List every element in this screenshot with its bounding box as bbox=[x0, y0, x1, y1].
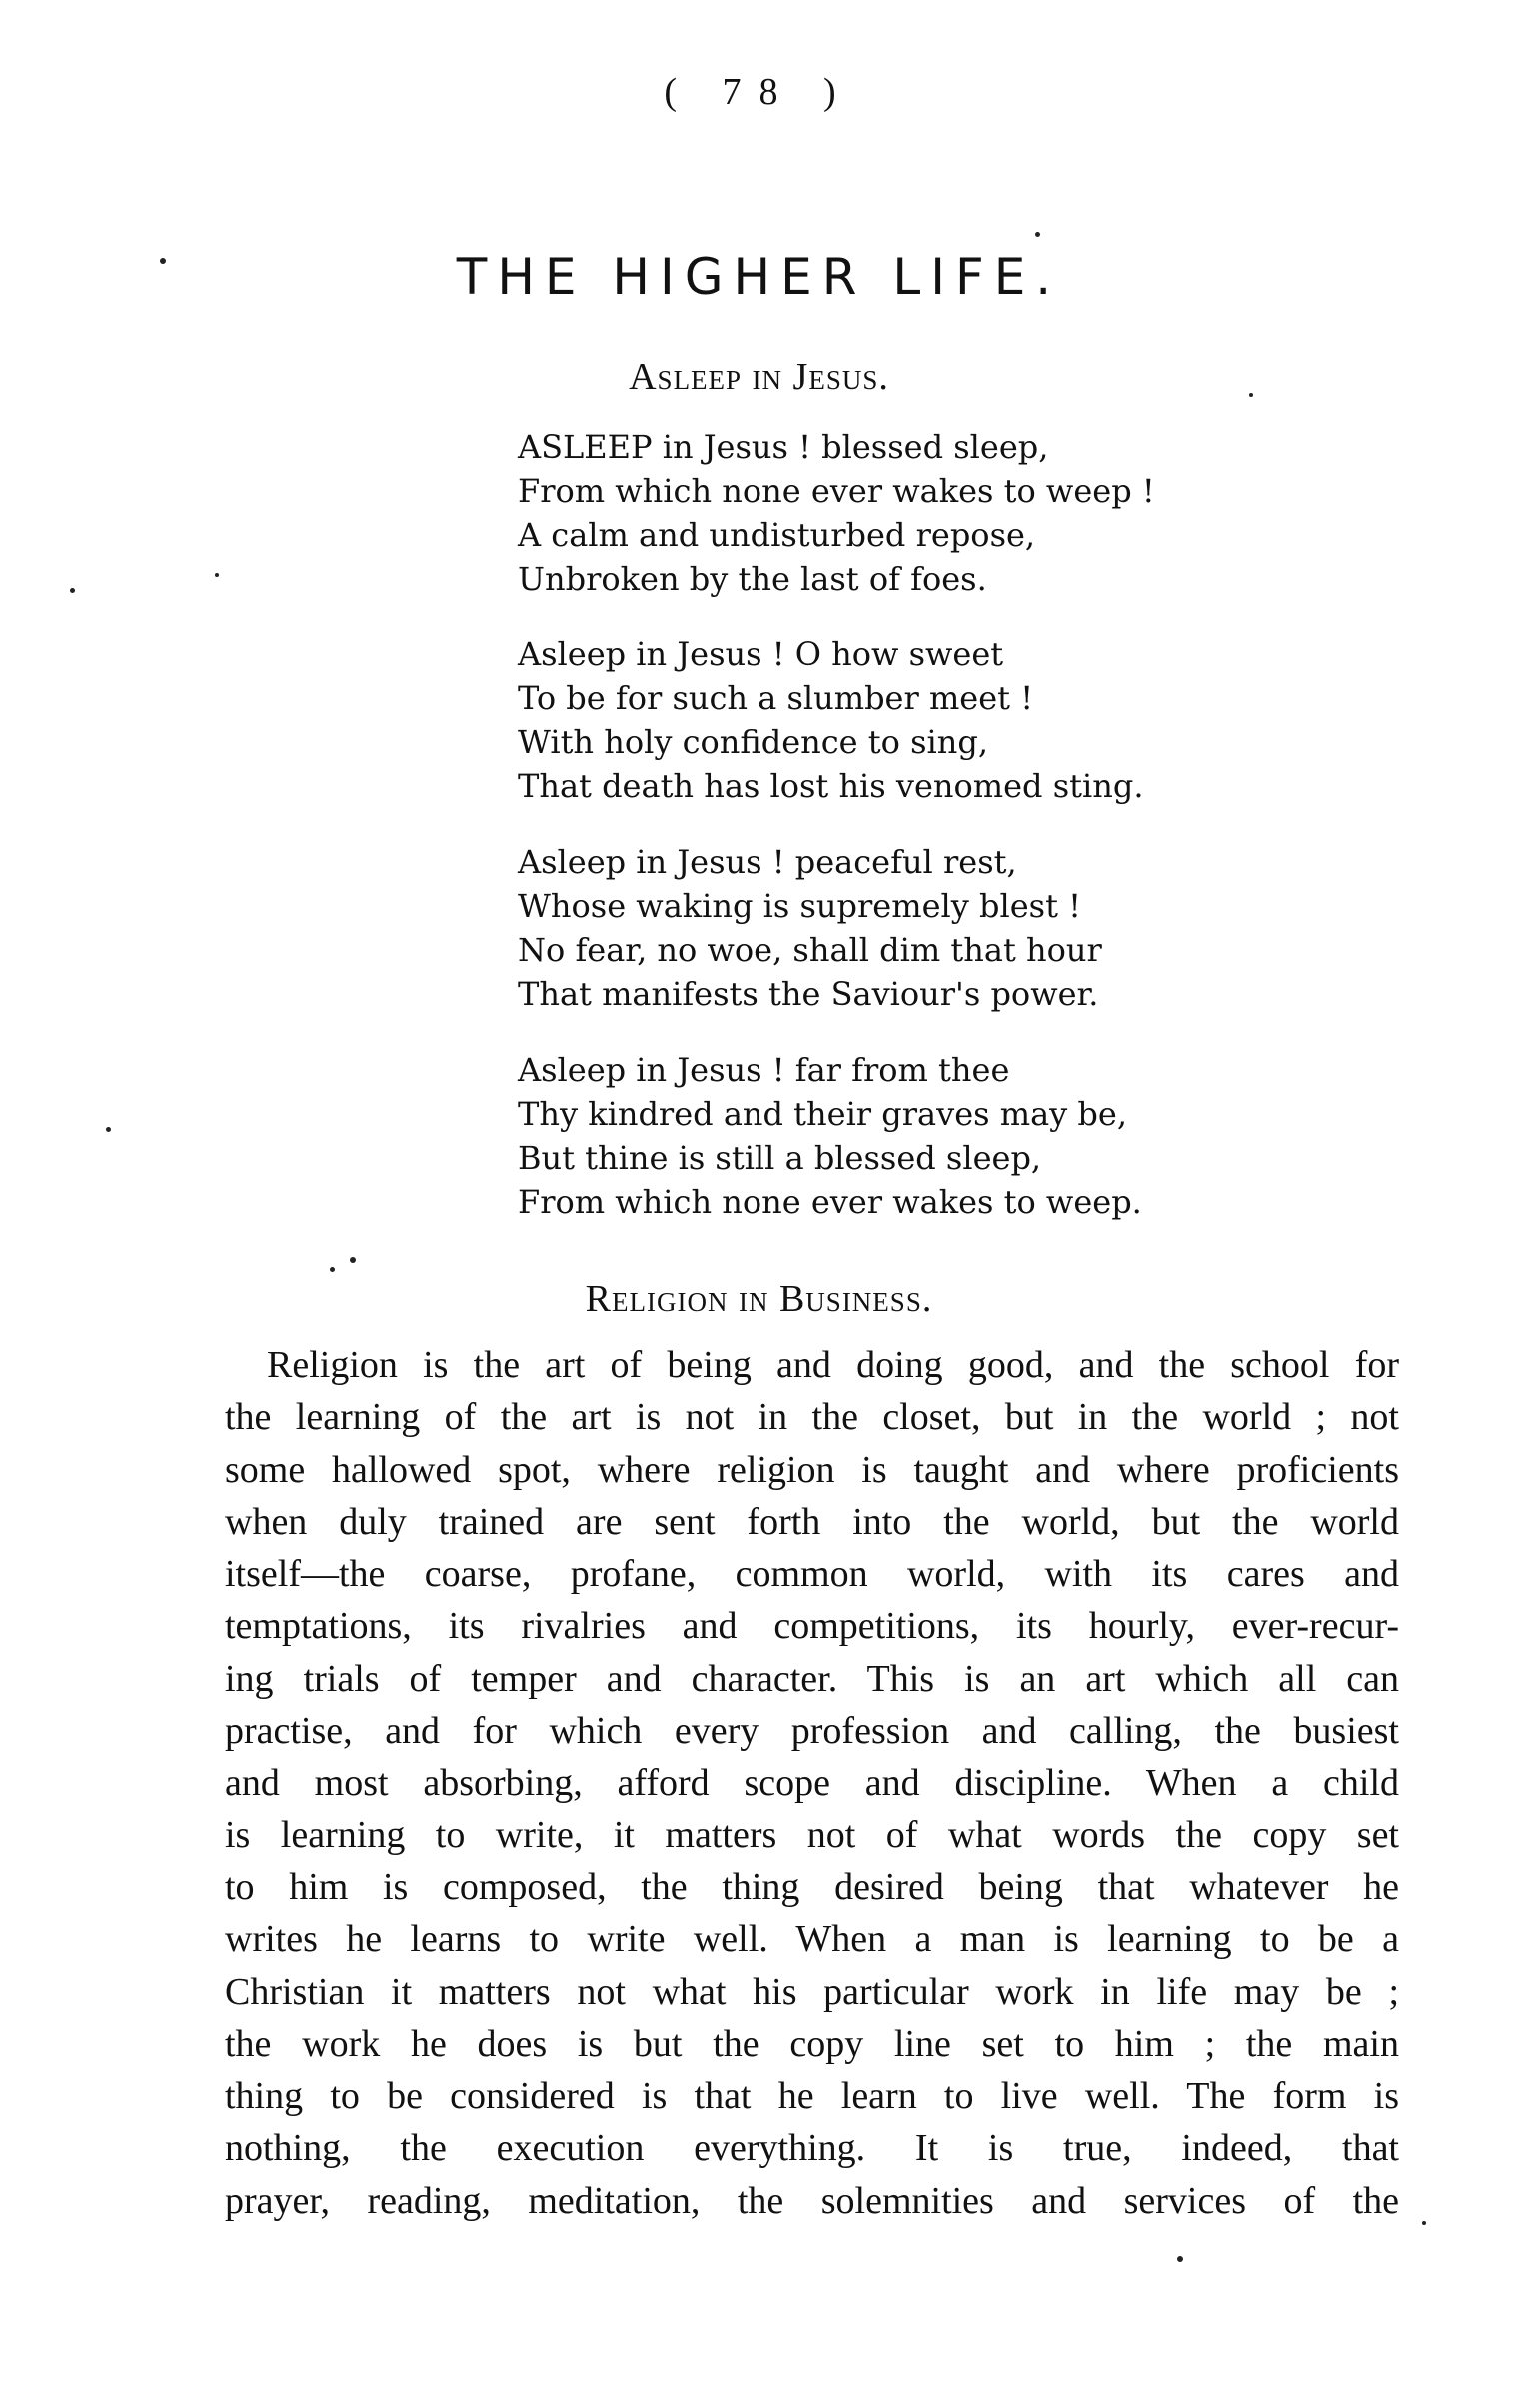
poem-heading: Asleep in Jesus. bbox=[629, 356, 889, 398]
scan-speck bbox=[70, 588, 75, 593]
poem-line: But thine is still a blessed sleep, bbox=[518, 1139, 1042, 1177]
essay-line: to him is composed, the thing desired being that whatever he bbox=[225, 1865, 1399, 1908]
scan-speck bbox=[330, 1267, 335, 1272]
essay-line: prayer, reading, meditation, the solemnities and services of the bbox=[225, 2179, 1399, 2222]
poem-stanza bbox=[518, 425, 1277, 601]
essay-line: Christian it matters not what his particular work in life may be ; bbox=[225, 1970, 1399, 2013]
poem-line: A calm and undisturbed repose, bbox=[518, 516, 1036, 554]
essay-line: ing trials of temper and character. This is an art which all can bbox=[225, 1657, 1399, 1700]
essay-line: nothing, the execution everything. It is true, indeed, that bbox=[225, 2127, 1399, 2170]
poem-line: Whose waking is supremely blest ! bbox=[518, 887, 1081, 925]
scan-speck bbox=[1177, 2256, 1183, 2262]
essay-line: temptations, its rivalries and competitions, its hourly, ever-recur- bbox=[225, 1605, 1399, 1648]
scan-speck bbox=[215, 573, 219, 577]
poem bbox=[518, 425, 1277, 1256]
poem-line: Asleep in Jesus ! far from thee bbox=[518, 1051, 1010, 1089]
poem-line: Thy kindred and their graves may be, bbox=[518, 1095, 1127, 1133]
poem-line: No fear, no woe, shall dim that hour bbox=[518, 931, 1102, 969]
essay-line: when duly trained are sent forth into the world, but the world bbox=[225, 1500, 1399, 1543]
poem-line: That manifests the Saviour's power. bbox=[518, 975, 1099, 1013]
essay-line: practise, and for which every profession and calling, the busiest bbox=[225, 1710, 1399, 1753]
poem-line: With holy confidence to sing, bbox=[518, 723, 988, 761]
essay-line: some hallowed spot, where religion is taught and where proficients bbox=[225, 1448, 1399, 1491]
poem-line: To be for such a slumber meet ! bbox=[518, 679, 1034, 717]
poem-stanza bbox=[518, 632, 1277, 808]
scan-speck bbox=[1035, 232, 1040, 237]
poem-line: From which none ever wakes to weep. bbox=[518, 1183, 1142, 1221]
essay-line: writes he learns to write well. When a man is learning to be a bbox=[225, 1918, 1399, 1961]
page-number: ( 78 ) bbox=[664, 71, 854, 113]
essay-line: Religion is the art of being and doing good, and the school for bbox=[267, 1344, 1399, 1386]
poem-line: ASLEEP in Jesus ! blessed sleep, bbox=[518, 428, 1049, 466]
essay-line: the learning of the art is not in the closet, but in the world ; not bbox=[225, 1396, 1399, 1439]
poem-line: From which none ever wakes to weep ! bbox=[518, 472, 1155, 510]
essay-line: and most absorbing, afford scope and discipline. When a child bbox=[225, 1762, 1399, 1805]
essay-line: itself—the coarse, profane, common world, with its cares and bbox=[225, 1553, 1399, 1596]
poem-stanza bbox=[518, 1048, 1277, 1224]
scan-speck bbox=[1249, 393, 1253, 397]
page-title: THE HIGHER LIFE. bbox=[456, 248, 1062, 306]
scan-speck bbox=[106, 1127, 111, 1132]
poem-line: Asleep in Jesus ! peaceful rest, bbox=[518, 843, 1017, 881]
scan-speck bbox=[350, 1257, 356, 1263]
scan-speck bbox=[160, 258, 166, 264]
poem-line: Unbroken by the last of foes. bbox=[518, 560, 987, 598]
poem-stanza bbox=[518, 840, 1277, 1016]
essay-line: is learning to write, it matters not of what words the copy set bbox=[225, 1813, 1399, 1856]
scan-speck bbox=[1422, 2221, 1426, 2225]
poem-line: That death has lost his venomed sting. bbox=[518, 767, 1144, 805]
essay-line: the work he does is but the copy line set to him ; the main bbox=[225, 2022, 1399, 2065]
poem-line: Asleep in Jesus ! O how sweet bbox=[518, 635, 1004, 673]
essay-heading: Religion in Business. bbox=[585, 1278, 933, 1320]
essay-line: thing to be considered is that he learn to live well. The form is bbox=[225, 2075, 1399, 2118]
essay-paragraph bbox=[225, 1339, 1399, 2227]
